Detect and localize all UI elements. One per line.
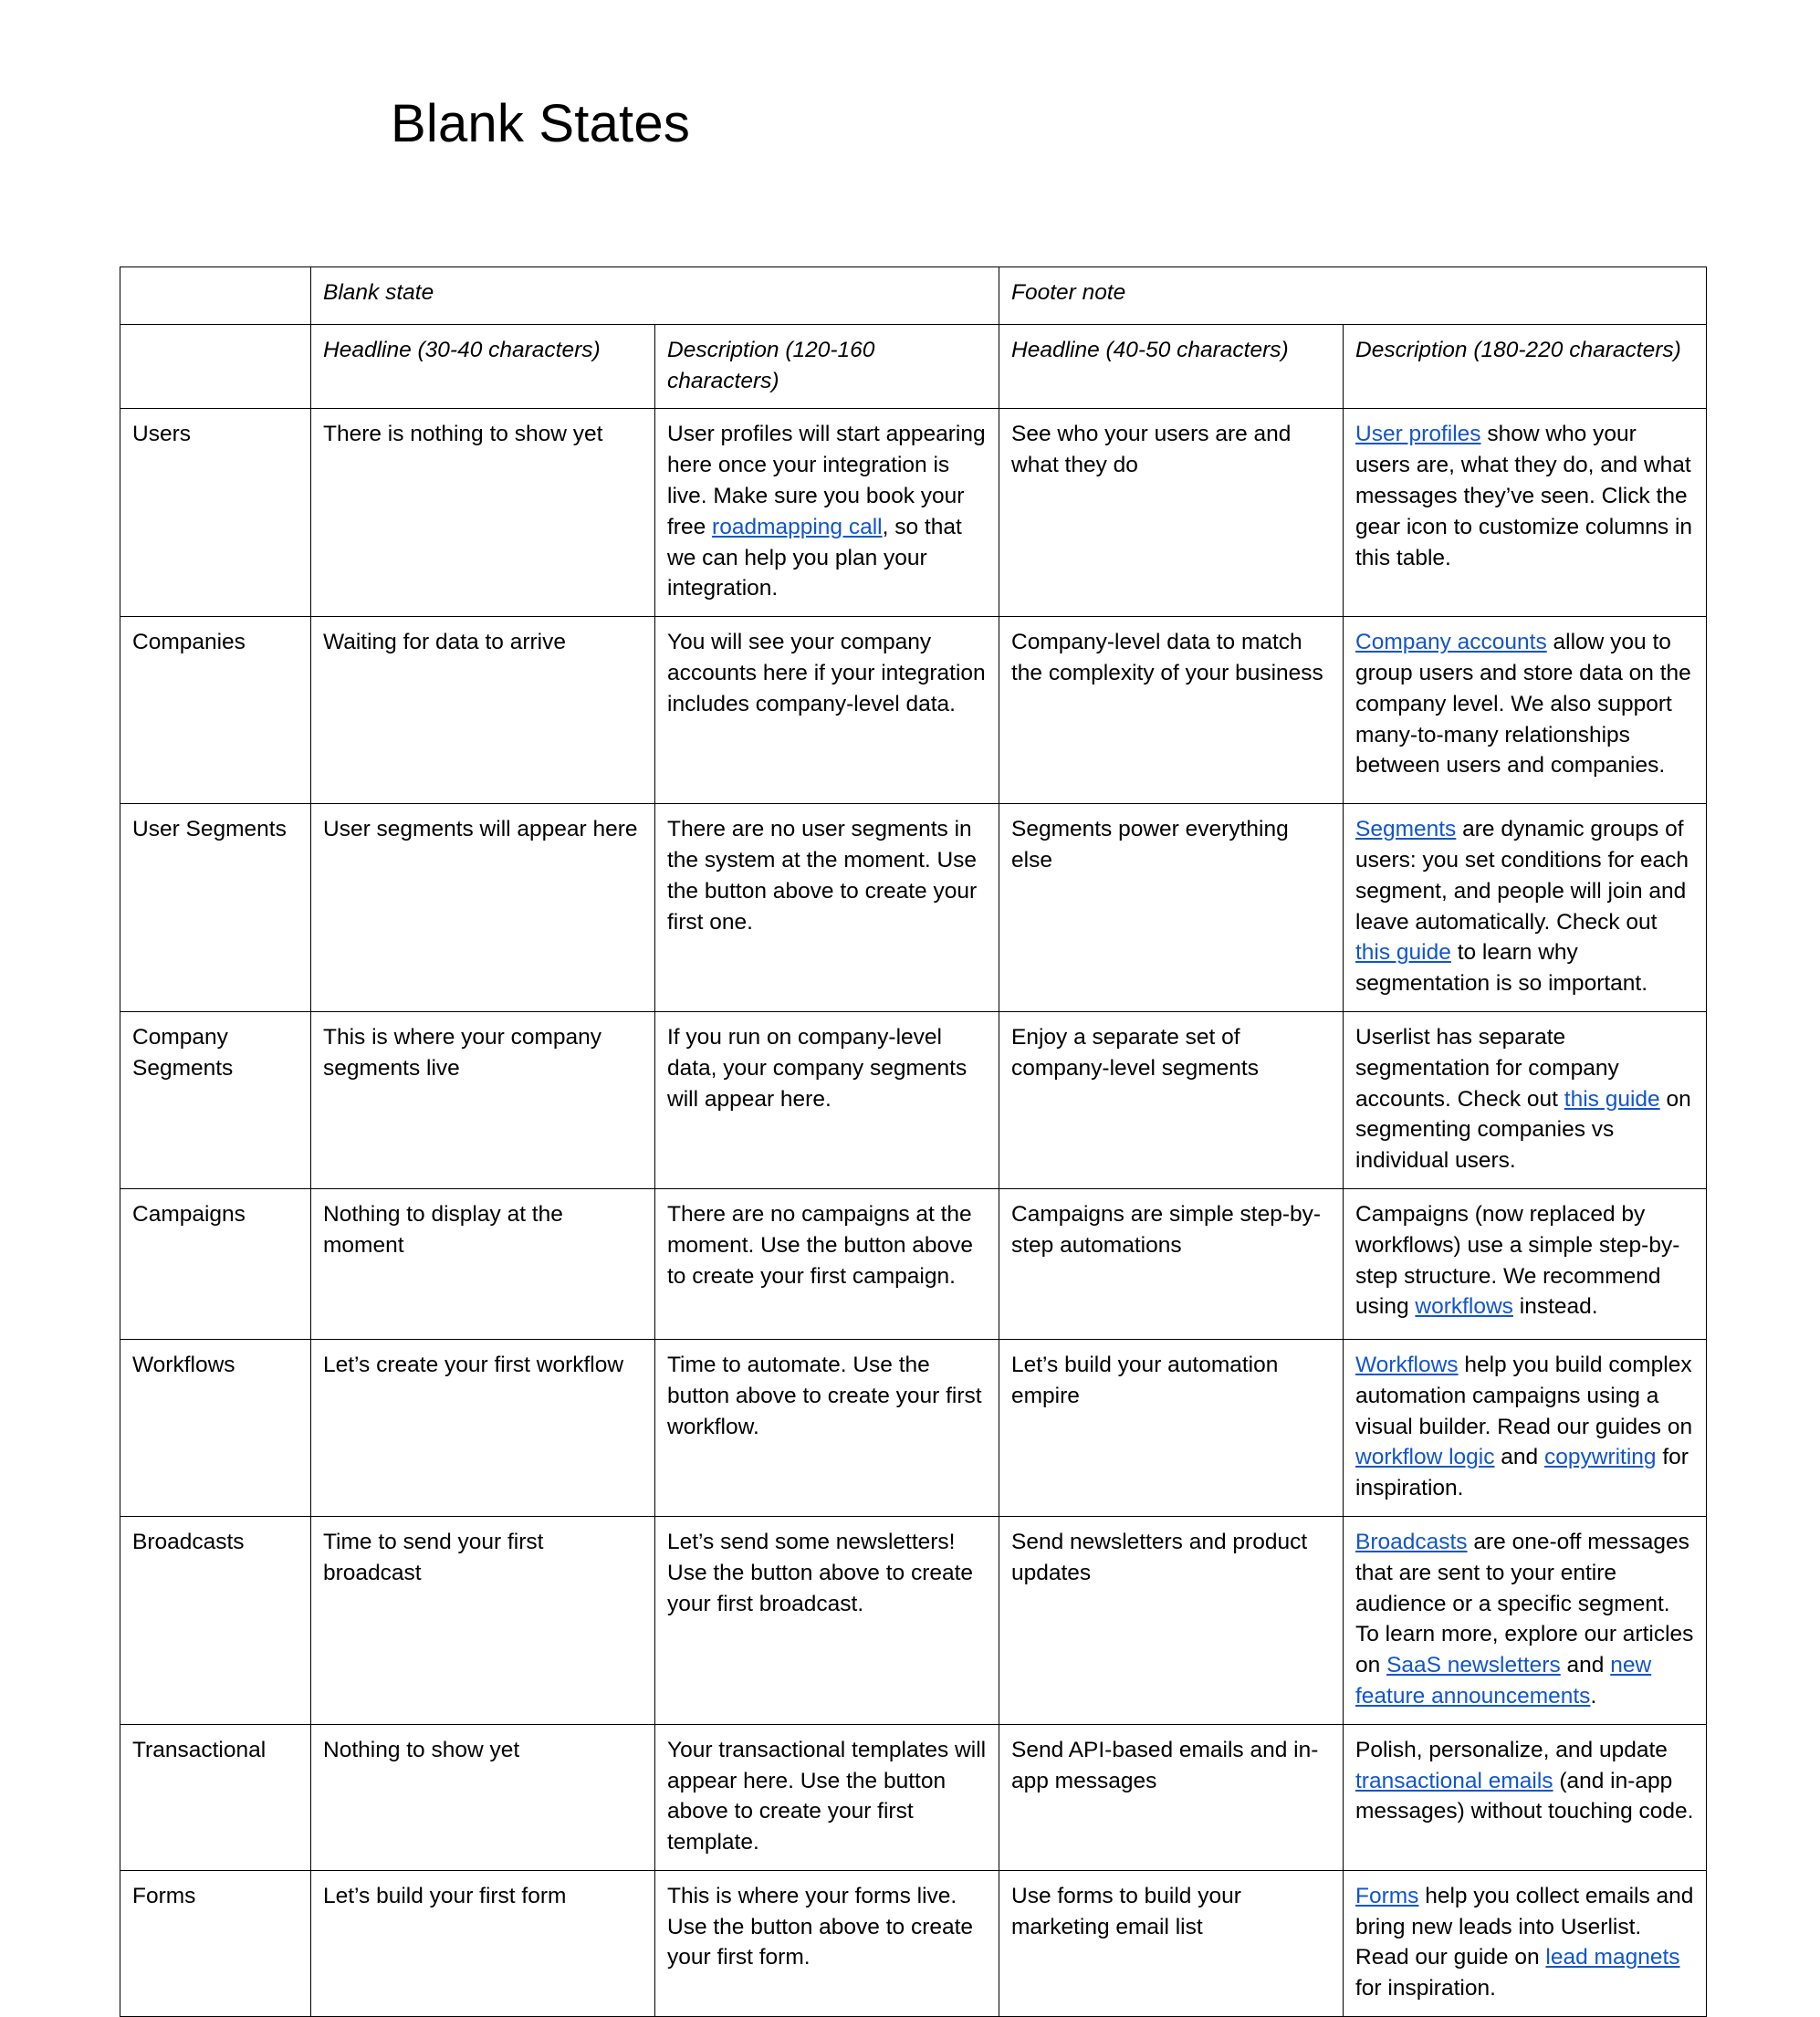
blank-state-description-text: There are no user segments in the system at the moment. Use the button above to create your first one. <box>667 817 978 935</box>
row-area-label: Workflows <box>120 1339 311 1516</box>
table-row <box>120 409 1707 617</box>
footer-note-description-link[interactable]: copywriting <box>1544 1445 1657 1470</box>
blank-state-description-cell <box>655 1339 999 1516</box>
footer-note-description-text: are dynamic groups of users: you set conditions for each segment, and people will join and leave automatically. Check out <box>1355 817 1689 935</box>
footer-note-description-text: show who your users are, what they do, and what messages they’ve seen. Click the gear icon to customize columns in this table. <box>1355 422 1693 570</box>
footer-note-description-text: for inspiration. <box>1355 1445 1689 1501</box>
table-row <box>120 804 1707 1012</box>
blank-state-description-cell <box>655 409 999 617</box>
blank-state-headline-cell: There is nothing to show yet <box>311 409 655 617</box>
blank-state-description-cell <box>655 1188 999 1339</box>
footer-note-headline-cell: Company-level data to match the complexity of your business <box>999 617 1344 804</box>
blank-state-headline-cell: User segments will appear here <box>311 804 655 1012</box>
footer-note-description-text: and <box>1560 1653 1611 1678</box>
footer-note-description-text: . <box>1590 1683 1597 1709</box>
subheader-corner-cell <box>120 324 311 409</box>
footer-note-headline-cell: Send newsletters and product updates <box>999 1516 1344 1724</box>
table-row <box>120 1870 1707 2016</box>
blank-state-description-link[interactable]: roadmapping call <box>712 514 883 539</box>
footer-note-description-text: Polish, personalize, and update <box>1355 1737 1668 1762</box>
footer-note-description-link[interactable]: Forms <box>1355 1883 1419 1908</box>
footer-note-description-link[interactable]: Company accounts <box>1355 630 1547 655</box>
blank-state-description-text: This is where your forms live. Use the button above to create your first form. <box>667 1883 974 1970</box>
footer-note-description-link[interactable]: this guide <box>1564 1086 1660 1112</box>
footer-note-description-link[interactable]: new feature announcements <box>1355 1653 1652 1709</box>
footer-note-description-text: on segmenting companies vs individual users. <box>1355 1086 1691 1174</box>
footer-note-description-link[interactable]: User profiles <box>1355 422 1481 447</box>
blank-state-description-text: You will see your company accounts here if your integration includes company-level data. <box>667 630 986 716</box>
footer-note-headline-cell: Segments power everything else <box>999 804 1344 1012</box>
footer-note-headline-cell: Use forms to build your marketing email list <box>999 1870 1344 2016</box>
row-area-label: Broadcasts <box>120 1516 311 1724</box>
row-area-label: Company Segments <box>120 1011 311 1188</box>
footer-note-description-text: Campaigns (now replaced by workflows) use a simple step-by-step structure. We recommend using <box>1355 1201 1680 1320</box>
header-group-footer-note: Footer note <box>999 266 1707 324</box>
subheader-blank-state-headline: Headline (30-40 characters) <box>311 324 655 409</box>
table-row <box>120 617 1707 804</box>
subheader-footer-note-description: Description (180-220 characters) <box>1344 324 1707 409</box>
footer-note-description-cell <box>1344 1339 1707 1516</box>
footer-note-headline-cell: Enjoy a separate set of company-level segments <box>999 1011 1344 1188</box>
row-area-label: Forms <box>120 1870 311 2016</box>
blank-state-headline-cell: Let’s create your first workflow <box>311 1339 655 1516</box>
table-row <box>120 1724 1707 1870</box>
blank-state-headline-cell: Time to send your first broadcast <box>311 1516 655 1724</box>
table-row <box>120 1339 1707 1516</box>
blank-state-description-text: Your transactional templates will appear here. Use the button above to create your first template. <box>667 1737 987 1855</box>
footer-note-headline-cell: Send API-based emails and in-app messages <box>999 1724 1344 1870</box>
table-header <box>120 266 1707 409</box>
footer-note-headline-cell: Let’s build your automation empire <box>999 1339 1344 1516</box>
table-group-header-row <box>120 266 1707 324</box>
table-body <box>120 409 1707 2017</box>
blank-state-description-text: Let’s send some newsletters! Use the button above to create your first broadcast. <box>667 1529 974 1616</box>
footer-note-description-cell <box>1344 1188 1707 1339</box>
footer-note-description-text: are one-off messages that are sent to your entire audience or a specific segment. To learn more, explore our articles on <box>1355 1529 1694 1678</box>
footer-note-description-text: help you build complex automation campaigns using a visual builder. Read our guides on <box>1355 1352 1693 1439</box>
row-area-label: Companies <box>120 617 311 804</box>
blank-state-description-text: User profiles will start appearing here once your integration is live. Make sure you book your free <box>667 422 986 539</box>
blank-states-table <box>120 266 1707 2017</box>
blank-state-description-cell <box>655 1724 999 1870</box>
blank-states-table-container <box>120 266 1706 2017</box>
table-row <box>120 1516 1707 1724</box>
footer-note-description-link[interactable]: SaaS newsletters <box>1386 1653 1561 1678</box>
blank-state-description-cell <box>655 1516 999 1724</box>
blank-state-headline-cell: Waiting for data to arrive <box>311 617 655 804</box>
footer-note-description-cell <box>1344 617 1707 804</box>
subheader-footer-note-headline: Headline (40-50 characters) <box>999 324 1344 409</box>
footer-note-description-text: for inspiration. <box>1355 1976 1496 2001</box>
footer-note-description-link[interactable]: this guide <box>1355 940 1451 966</box>
footer-note-description-text: (and in-app messages) without touching code. <box>1355 1768 1694 1824</box>
table-row <box>120 1011 1707 1188</box>
blank-state-description-cell <box>655 804 999 1012</box>
blank-state-headline-cell: Let’s build your first form <box>311 1870 655 2016</box>
blank-state-description-text: , so that we can help you plan your integration. <box>667 514 962 601</box>
blank-state-headline-cell: Nothing to display at the moment <box>311 1188 655 1339</box>
footer-note-description-text: allow you to group users and store data on the company level. We also support many-to-many relationships between users and companies. <box>1355 630 1691 779</box>
footer-note-description-cell <box>1344 804 1707 1012</box>
blank-state-description-cell <box>655 1011 999 1188</box>
blank-state-description-text: Time to automate. Use the button above to create your first workflow. <box>667 1352 982 1439</box>
footer-note-description-text: Userlist has separate segmentation for company accounts. Check out <box>1355 1024 1619 1112</box>
footer-note-description-cell <box>1344 1011 1707 1188</box>
row-area-label: Campaigns <box>120 1188 311 1339</box>
footer-note-description-cell <box>1344 1870 1707 2016</box>
footer-note-description-link[interactable]: workflow logic <box>1355 1445 1495 1470</box>
footer-note-description-text: help you collect emails and bring new leads into Userlist. Read our guide on <box>1355 1883 1694 1970</box>
footer-note-description-link[interactable]: transactional emails <box>1355 1768 1553 1793</box>
blank-state-description-cell <box>655 617 999 804</box>
footer-note-description-text: and <box>1494 1445 1544 1470</box>
footer-note-description-link[interactable]: Broadcasts <box>1355 1529 1468 1554</box>
footer-note-description-text: to learn why segmentation is so important. <box>1355 940 1648 997</box>
footer-note-description-link[interactable]: Workflows <box>1355 1352 1459 1377</box>
blank-state-description-cell <box>655 1870 999 2016</box>
blank-state-description-text: There are no campaigns at the moment. Use the button above to create your first campaign. <box>667 1201 974 1289</box>
row-area-label: Users <box>120 409 311 617</box>
footer-note-description-cell <box>1344 1724 1707 1870</box>
subheader-blank-state-description: Description (120-160 characters) <box>655 324 999 409</box>
table-row <box>120 1188 1707 1339</box>
header-corner-cell <box>120 266 311 324</box>
row-area-label: Transactional <box>120 1724 311 1870</box>
table-subheader-row <box>120 324 1707 409</box>
footer-note-description-text: instead. <box>1512 1294 1598 1320</box>
blank-state-headline-cell: Nothing to show yet <box>311 1724 655 1870</box>
page-title: Blank States <box>391 94 691 153</box>
footer-note-description-link[interactable]: workflows <box>1415 1294 1513 1320</box>
footer-note-description-link[interactable]: Segments <box>1355 817 1457 842</box>
footer-note-description-link[interactable]: lead magnets <box>1545 1945 1680 1970</box>
footer-note-headline-cell: Campaigns are simple step-by-step automations <box>999 1188 1344 1339</box>
footer-note-headline-cell: See who your users are and what they do <box>999 409 1344 617</box>
row-area-label: User Segments <box>120 804 311 1012</box>
blank-state-description-text: If you run on company-level data, your company segments will appear here. <box>667 1024 968 1112</box>
header-group-blank-state: Blank state <box>311 266 999 324</box>
blank-state-headline-cell: This is where your company segments live <box>311 1011 655 1188</box>
footer-note-description-cell <box>1344 1516 1707 1724</box>
footer-note-description-cell <box>1344 409 1707 617</box>
